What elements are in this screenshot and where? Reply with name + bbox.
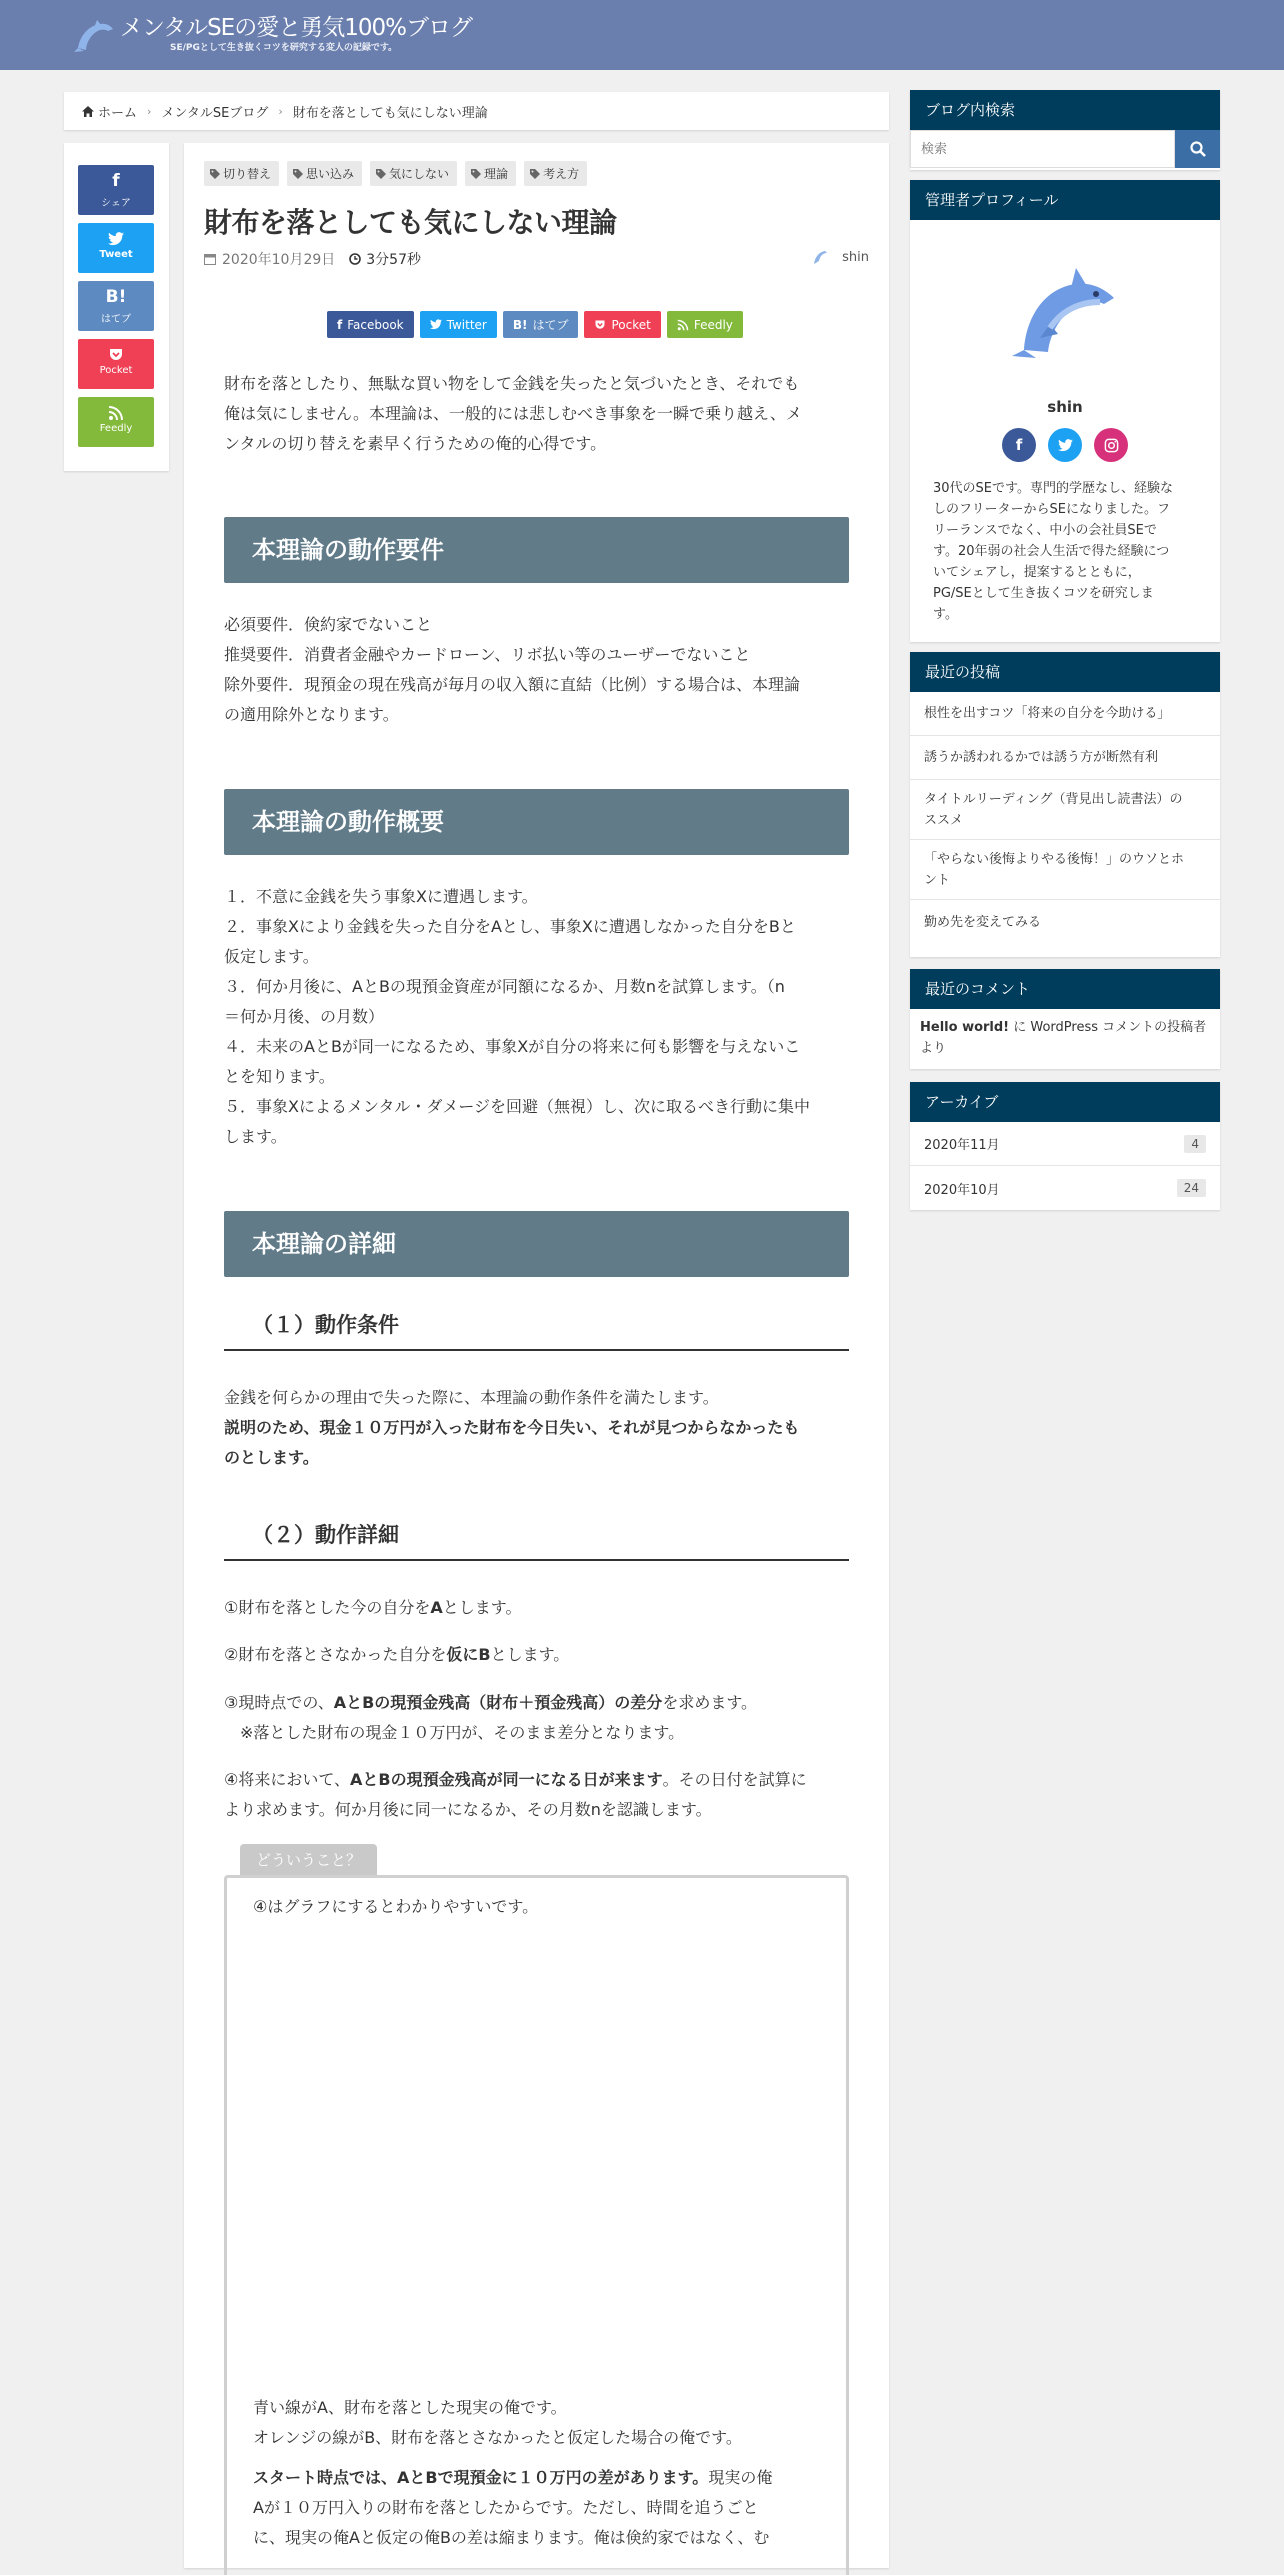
text-line: ４．未来のAとBが同一になるため、事象Xが自分の将来に何も影響を与えないこ [224, 1037, 801, 1056]
breadcrumb-category[interactable]: メンタルSEブログ [161, 105, 269, 121]
archive-label: 2020年11月 [924, 1138, 1000, 1153]
dolphin-logo-icon [72, 14, 116, 54]
post-title: 根性を出すコツ「将来の自分を今助ける」 [924, 706, 1171, 721]
text-span: とします。 [442, 1598, 522, 1617]
tag-icon [293, 169, 303, 179]
text-line: ンタルの切り替えを素早く行うための俺的心得です。 [224, 434, 607, 453]
site-logo[interactable] [72, 14, 472, 58]
text-line: 必須要件．倹約家でないこと [224, 615, 433, 634]
search-button[interactable] [1175, 130, 1220, 168]
text-line: とを知ります。 [224, 1067, 335, 1086]
inline-share-feedly[interactable] [667, 311, 743, 338]
text-line: 財布を落としたり、無駄な買い物をして金銭を失ったと気づいたとき、それでも [224, 374, 800, 393]
widget-title: 最近のコメント [910, 969, 1220, 1009]
text-span: ③現時点での、 [224, 1693, 334, 1712]
inline-share-pocket[interactable] [584, 311, 660, 338]
text-span: ②財布を落とさなかった自分を [224, 1645, 447, 1664]
text-span: ④将来において、 [224, 1770, 351, 1789]
share-label: Feedly [693, 317, 733, 332]
inline-share-facebook[interactable] [327, 311, 414, 338]
heading-detail-steps: （２）動作詳細 [224, 1517, 849, 1561]
text-span: A [430, 1598, 443, 1617]
text-span: 。その日付を試算に [662, 1770, 807, 1789]
article-meta [204, 249, 421, 269]
recent-comments-widget [910, 969, 1220, 1069]
breadcrumb-home[interactable]: ホーム [98, 105, 138, 121]
text-line: 俺は気にしません。本理論は、一般的には悲しむべき事象を一瞬で乗り越え、メ [224, 404, 802, 423]
text-line: PG/SEとして生き抜くコツを研究しま [933, 586, 1154, 601]
tag-item[interactable] [370, 161, 457, 186]
archive-count-badge: 4 [1184, 1135, 1206, 1153]
recent-post-link[interactable] [910, 780, 1220, 840]
feedly-icon [108, 405, 124, 421]
explanation-box-label: どういうこと？ [240, 1844, 377, 1876]
share-label: はてブ [532, 318, 569, 332]
tag-label: 気にしない [389, 167, 450, 181]
twitter-icon [1058, 439, 1073, 452]
widget-title: 最近の投稿 [910, 652, 1220, 692]
tag-label: 考え方 [543, 167, 580, 181]
tag-item[interactable] [287, 161, 362, 186]
overview-list [224, 882, 849, 1152]
text-span: と [742, 2498, 759, 2517]
archive-item[interactable] [910, 1166, 1220, 1210]
heading-condition: （１）動作条件 [224, 1307, 849, 1351]
tag-list [204, 161, 587, 186]
step-4 [224, 1765, 849, 1825]
share-feedly-button[interactable] [78, 397, 154, 447]
text-line: ＝何か月後、の月数） [224, 1007, 385, 1026]
site-title: メンタルSEの愛と勇気100%ブログ [120, 15, 472, 41]
share-label: はてブ [101, 314, 131, 325]
twitter-icon [430, 319, 442, 330]
tag-icon [530, 169, 540, 179]
instagram-icon [1104, 438, 1119, 453]
share-hatena-button[interactable] [78, 281, 154, 331]
step-1 [224, 1593, 849, 1623]
share-twitter-button[interactable] [78, 223, 154, 273]
inline-share-twitter[interactable] [420, 311, 497, 338]
site-header [0, 0, 1284, 70]
profile-widget [910, 180, 1220, 642]
box-explanation [253, 2393, 833, 2553]
condition-paragraph [224, 1383, 849, 1473]
recent-post-link[interactable] [910, 692, 1220, 736]
text-span: を求めます。 [662, 1693, 758, 1712]
requirements-paragraph [224, 610, 849, 730]
pocket-icon [594, 319, 606, 331]
recent-post-link[interactable] [910, 736, 1220, 780]
tag-label: 理論 [484, 167, 509, 181]
text-line: ２．事象Xにより金銭を失った自分をAとし、事象Xに遭遇しなかった自分をBと [224, 917, 796, 936]
widget-title: アーカイブ [910, 1082, 1220, 1122]
text-line: 推奨要件．消費者金融やカードローン、リボ払い等のユーザーでないこと [224, 645, 751, 664]
intro-paragraph [224, 369, 849, 459]
step-3 [224, 1688, 849, 1748]
share-sidebar [64, 143, 169, 471]
home-icon [82, 106, 94, 117]
dolphin-avatar [1010, 258, 1122, 358]
text-line: ※落とした財布の現金１０万円が、そのまま差分となります。 [240, 1723, 685, 1742]
feedly-icon [677, 319, 689, 331]
share-label: Feedly [99, 423, 133, 434]
tag-item[interactable] [204, 161, 279, 186]
heading-overview: 本理論の動作概要 [224, 789, 849, 855]
post-title: タイトルリーディング（背見出し読書法）の [924, 791, 1183, 807]
recent-post-link[interactable] [910, 840, 1220, 900]
text-line: に、現実の俺Aと仮定の俺Bの差は縮まります。俺は倹約家ではなく、む [253, 2528, 770, 2547]
text-line: の適用除外となります。 [224, 705, 399, 724]
chevron-right-icon: › [278, 104, 283, 118]
text-line: す。 [933, 607, 958, 622]
tag-icon [471, 169, 481, 179]
archive-item[interactable] [910, 1122, 1220, 1166]
archive-count-badge: 24 [1177, 1179, 1206, 1197]
widget-title: ブログ内検索 [910, 90, 1220, 130]
text-span: Aが１０万円入りの財布を落としたからです。ただし、時間を追うご [253, 2498, 743, 2517]
share-label: Twitter [446, 317, 487, 332]
text-line: 説明のため、現金１０万円が入った財布を今日失い、それが見つからなかったも [224, 1418, 800, 1437]
text-span: とします。 [490, 1645, 570, 1664]
facebook-icon: f [1015, 436, 1023, 454]
comment-text: に WordPress コメントの投稿者 [1009, 1020, 1207, 1035]
tag-label: 思い込み [306, 167, 355, 181]
author-name: shin [842, 249, 869, 265]
text-line: しのフリーターからSEになりました。フ [933, 502, 1170, 517]
text-line: １．不意に金銭を失う事象Xに遭遇します。 [224, 887, 538, 906]
share-label: Tweet [99, 249, 133, 260]
text-line: ５．事象Xによるメンタル・ダメージを回避（無視）し、次に取るべき行動に集中 [224, 1097, 811, 1116]
facebook-icon: f [112, 171, 120, 191]
text-line: します。 [224, 1127, 287, 1146]
tag-icon [376, 169, 386, 179]
text-span: 仮にB [446, 1645, 491, 1664]
inline-share-bar [327, 311, 743, 338]
comment-post-link[interactable]: Hello world! [920, 1020, 1010, 1035]
breadcrumb [64, 92, 889, 130]
recent-post-link[interactable] [910, 900, 1220, 944]
share-label: シェア [101, 198, 131, 209]
share-pocket-button[interactable] [78, 339, 154, 389]
text-line: ３．何か月後に、AとBの現預金資産が同額になるか、月数nを試算します。（n [224, 977, 785, 996]
recent-posts-widget [910, 652, 1220, 957]
heading-detail: 本理論の詳細 [224, 1211, 849, 1277]
profile-name: shin [1047, 398, 1083, 416]
article [184, 143, 889, 2568]
text-line: す。20年弱の社会人生活で得た経験につ [933, 544, 1170, 559]
pocket-icon [108, 347, 124, 363]
inline-share-hatena[interactable] [503, 311, 579, 338]
post-title: 勤め先を変えてみる [924, 914, 1042, 930]
instagram-link[interactable] [1094, 428, 1128, 462]
text-line: 金銭を何らかの理由で失った際に、本理論の動作条件を満たします。 [224, 1388, 719, 1407]
widget-title: 管理者プロフィール [910, 180, 1220, 220]
text-span: スタート時点では、AとBで現預金に１０万円の差があります。 [253, 2468, 709, 2487]
article-title: 財布を落としても気にしない理論 [204, 206, 617, 239]
text-span: ①財布を落とした今の自分を [224, 1598, 431, 1617]
chevron-right-icon: › [147, 104, 152, 118]
text-span: AとBの現預金残高が同一になる日が来ます [350, 1770, 663, 1789]
text-span: AとBの現預金残高（財布＋預金残高）の差分 [333, 1693, 663, 1712]
share-facebook-button[interactable] [78, 165, 154, 215]
step-2 [224, 1640, 849, 1670]
text-line: 30代のSEです。専門的学歴なし、経験な [933, 481, 1173, 496]
text-line: 除外要件．現預金の現在残高が毎月の収入額に直結（比例）する場合は、本理論 [224, 675, 801, 694]
explanation-box [224, 1875, 849, 2575]
profile-description [933, 478, 1203, 625]
hatena-icon: B! [512, 317, 528, 332]
tag-label: 切り替え [223, 167, 272, 181]
breadcrumb-current: 財布を落としても気にしない理論 [292, 105, 488, 121]
archive-label: 2020年10月 [924, 1182, 1000, 1198]
post-title: ススメ [924, 812, 964, 828]
post-title: 「やらない後悔よりやる後悔！」のウソとホ [924, 851, 1185, 867]
text-line: いてシェアし，提案するとともに， [933, 565, 1141, 580]
share-label: Facebook [347, 317, 404, 332]
facebook-link[interactable] [1002, 428, 1036, 462]
twitter-icon [108, 231, 124, 247]
calendar-icon [204, 253, 216, 265]
text-line: のとします。 [224, 1448, 319, 1467]
text-line: オレンジの線がB、財布を落とさなかったと仮定した場合の俺です。 [253, 2428, 742, 2447]
text-line: 仮定します。 [224, 947, 319, 966]
read-time: 3分57秒 [366, 252, 421, 268]
post-title: 誘うか誘われるかでは誘う方が断然有利 [924, 750, 1159, 765]
box-intro: ④はグラフにするとわかりやすいです。 [253, 1897, 539, 1916]
post-date: 2020年10月29日 [222, 252, 336, 268]
archive-widget [910, 1082, 1220, 1210]
author[interactable] [810, 247, 869, 267]
text-line: 青い線がA、財布を落とした現実の俺です。 [253, 2398, 567, 2417]
heading-requirements: 本理論の動作要件 [224, 517, 849, 583]
share-label: Pocket [611, 317, 651, 332]
avatar [810, 247, 830, 267]
clock-icon [349, 253, 361, 265]
site-tagline: SE/PGとして生き抜くコツを研究する変人の記録です。 [170, 43, 398, 53]
search-icon [1190, 141, 1206, 157]
tag-item[interactable] [465, 161, 516, 186]
profile-social-links [1002, 428, 1128, 462]
tag-icon [210, 169, 220, 179]
text-line: リーランスでなく、中小の会社員SEで [933, 523, 1157, 538]
comment-text: より [920, 1041, 947, 1056]
search-widget [910, 90, 1220, 170]
tag-item[interactable] [524, 161, 587, 186]
twitter-link[interactable] [1048, 428, 1082, 462]
share-label: Pocket [99, 365, 133, 376]
facebook-icon: f [337, 317, 343, 332]
recent-comment [910, 1009, 1220, 1067]
search-input[interactable] [910, 130, 1175, 168]
hatena-icon: B! [105, 287, 127, 307]
text-span: 現実の俺 [708, 2468, 773, 2487]
text-line: より求めます。何か月後に同一になるか、その月数nを認識します。 [224, 1800, 712, 1819]
post-title: ント [924, 872, 951, 888]
